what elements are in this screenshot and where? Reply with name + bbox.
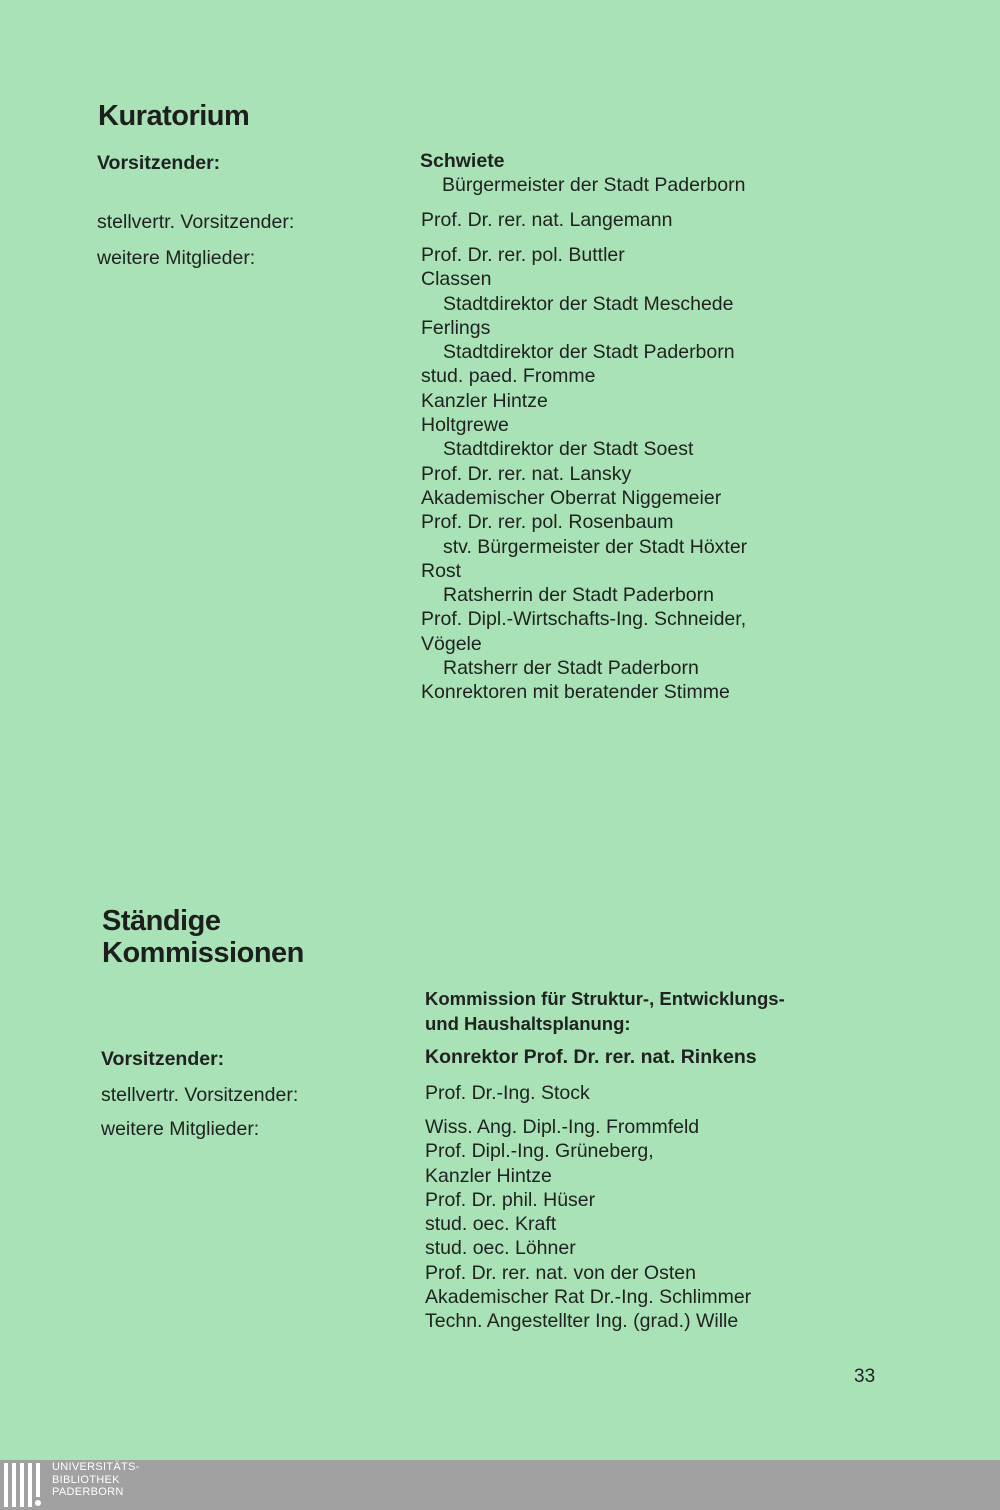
kommission-vice-chair-name: Prof. Dr.-Ing. Stock <box>425 1082 590 1104</box>
kuratorium-member-line: Prof. Dipl.-Wirtschafts-Ing. Schneider, <box>421 608 747 631</box>
kommission-vice-chair-block <box>425 1081 590 1105</box>
library-logo-text <box>52 1461 140 1499</box>
kommissionen-heading <box>102 905 304 969</box>
kuratorium-heading: Kuratorium <box>98 100 250 132</box>
kommission-members-list <box>425 1115 751 1334</box>
kuratorium-member-line: stv. Bürgermeister der Stadt Höxter <box>443 535 748 558</box>
kuratorium-member-line: Konrektoren mit beratender Stimme <box>421 681 730 704</box>
kommission-member-line: Kanzler Hintze <box>425 1164 552 1187</box>
kuratorium-member-line: Prof. Dr. rer. pol. Buttler <box>421 244 625 266</box>
kuratorium-member-line: Stadtdirektor der Stadt Soest <box>443 438 694 461</box>
kuratorium-member-line: Classen <box>421 268 492 291</box>
kuratorium-member-line: stud. paed. Fromme <box>421 365 596 388</box>
kuratorium-member-line: Ferlings <box>421 316 491 339</box>
kuratorium-member-line: Akademischer Oberrat Niggemeier <box>421 486 722 509</box>
kommission-member-line: Prof. Dr. phil. Hüser <box>425 1188 596 1211</box>
kommission-chair-name: Konrektor Prof. Dr. rer. nat. Rinkens <box>425 1046 757 1068</box>
kommission-member-line: Prof. Dipl.-Ing. Grüneberg, <box>425 1140 654 1163</box>
commission-name <box>425 986 785 1036</box>
kommission-vice-chair-label: stellvertr. Vorsitzender: <box>101 1084 299 1106</box>
kommission-member-line: Wiss. Ang. Dipl.-Ing. Frommfeld <box>425 1116 700 1138</box>
kommissionen-heading-line-2: Kommissionen <box>102 937 304 969</box>
kuratorium-member-line: Holtgrewe <box>421 414 509 437</box>
kuratorium-member-line: Vögele <box>421 632 482 655</box>
library-logo-icon <box>4 1463 46 1507</box>
kommissionen-heading-line-1: Ständige <box>102 905 221 937</box>
kuratorium-member-line: Ratsherrin der Stadt Paderborn <box>443 584 714 607</box>
kuratorium-member-line: Rost <box>421 559 462 582</box>
kommission-chair-block <box>425 1045 757 1069</box>
library-logo-line-1: UNIVERSITÄTS- <box>52 1461 140 1473</box>
kuratorium-chair-label: Vorsitzender: <box>97 152 221 174</box>
kommission-members-label: weitere Mitglieder: <box>101 1118 260 1140</box>
kuratorium-member-line: Stadtdirektor der Stadt Meschede <box>443 292 734 315</box>
commission-name-line-2: und Haushaltsplanung: <box>425 1013 631 1034</box>
kuratorium-vice-chair-name: Prof. Dr. rer. nat. Langemann <box>421 209 673 231</box>
kuratorium-vice-chair-block <box>421 208 672 232</box>
kuratorium-members-list <box>421 243 747 705</box>
commission-name-line-1: Kommission für Struktur-, Entwicklungs- <box>425 988 785 1009</box>
kuratorium-chair-role: Bürgermeister der Stadt Paderborn <box>442 174 746 197</box>
kuratorium-member-line: Prof. Dr. rer. pol. Rosenbaum <box>421 511 674 534</box>
kommission-member-line: Prof. Dr. rer. nat. von der Osten <box>425 1261 696 1284</box>
kuratorium-member-line: Prof. Dr. rer. nat. Lansky <box>421 462 632 485</box>
kuratorium-member-line: Kanzler Hintze <box>421 389 548 412</box>
library-logo-line-3: PADERBORN <box>52 1486 124 1498</box>
kuratorium-member-line: Stadtdirektor der Stadt Paderborn <box>443 341 735 364</box>
kuratorium-vice-chair-label: stellvertr. Vorsitzender: <box>97 211 295 233</box>
kommission-member-line: stud. oec. Kraft <box>425 1213 557 1236</box>
kuratorium-chair-block <box>420 149 746 198</box>
kuratorium-chair-name: Schwiete <box>420 150 505 172</box>
kommission-member-line: stud. oec. Löhner <box>425 1237 576 1260</box>
kommission-chair-label: Vorsitzender: <box>101 1048 225 1070</box>
library-footer-bar <box>0 1460 1000 1510</box>
kuratorium-member-line: Ratsherr der Stadt Paderborn <box>443 657 699 680</box>
kuratorium-members-label: weitere Mitglieder: <box>97 247 256 269</box>
kommission-member-line: Techn. Angestellter Ing. (grad.) Wille <box>425 1310 739 1333</box>
kommission-member-line: Akademischer Rat Dr.-Ing. Schlimmer <box>425 1286 752 1309</box>
page-number: 33 <box>854 1366 876 1387</box>
library-logo-line-2: BIBLIOTHEK <box>52 1473 120 1486</box>
